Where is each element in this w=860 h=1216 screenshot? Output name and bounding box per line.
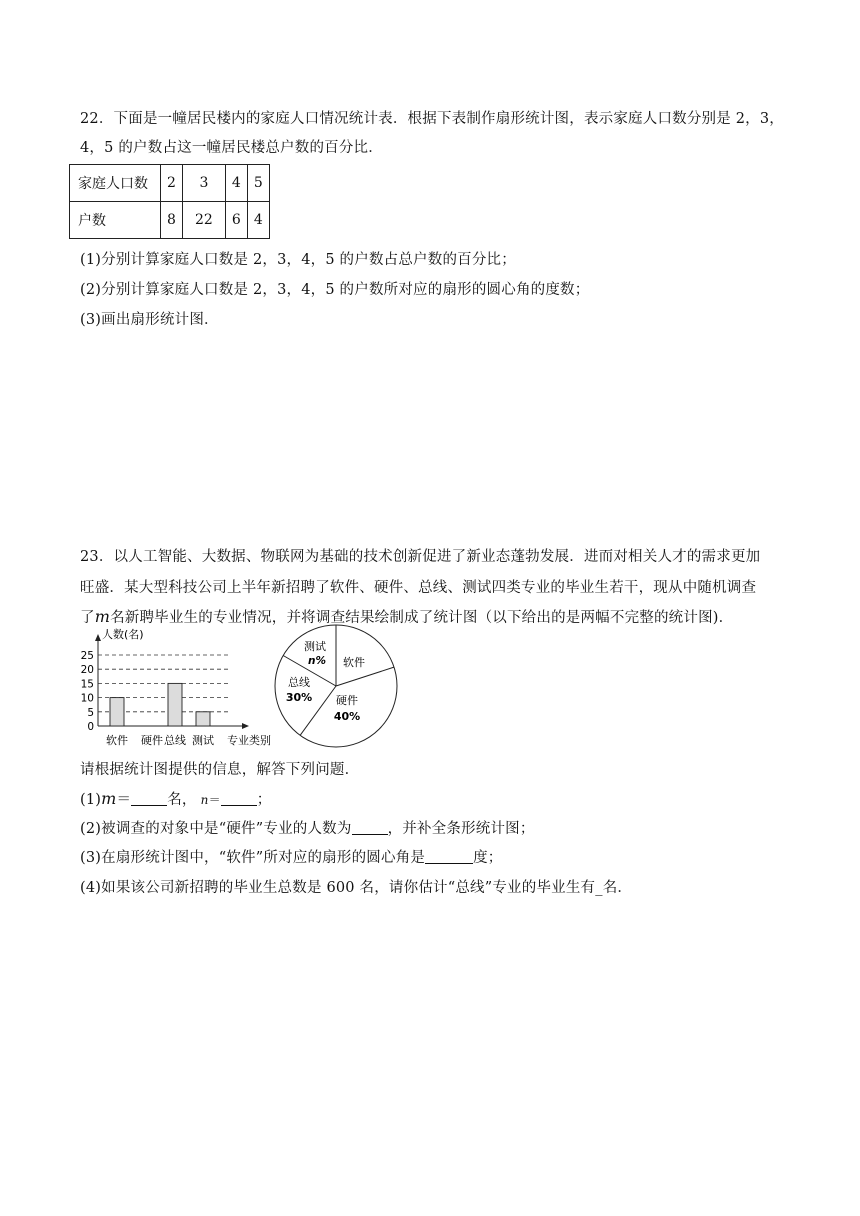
table-row — [70, 202, 270, 239]
q23-line2: 旺盛．某大型科技公司上半年新招聘了软件、硬件、总线、测试四类专业的毕业生若干，现从中随机调查 — [80, 580, 757, 596]
pie-label-zongxian: 总线 — [288, 676, 310, 689]
pie-label-ceshi: 测试 — [304, 640, 326, 653]
answer-blank[interactable] — [221, 791, 257, 806]
x-tick-label: 软件 — [106, 734, 128, 747]
q22-sub1: (1)分别计算家庭人口数是 2，3，4，5 的户数占总户数的百分比； — [80, 252, 516, 268]
y-tick-label: 0 — [87, 721, 94, 733]
table-row — [70, 165, 270, 202]
x-axis-arrow-icon — [242, 723, 249, 729]
pie-slice-divider — [336, 667, 394, 686]
table-cell: 户数 — [70, 202, 161, 239]
table-cell: 6 — [225, 202, 247, 239]
q23-line1: 23．以人工智能、大数据、物联网为基础的技术创新促进了新业态蓬勃发展．进而对相关人才的需求更加 — [80, 549, 761, 565]
chart-ylabel: 人数(名) — [102, 628, 144, 641]
q23-line3: 了m名新聘毕业生的专业情况，并将调查结果绘制成了统计图（以下给出的是两幅不完整的统计图)． — [80, 607, 734, 626]
x-tick-label: 硬件 — [141, 734, 163, 747]
y-tick-label: 5 — [87, 706, 94, 719]
y-axis-arrow-icon — [95, 634, 101, 641]
q22-sub2: (2)分别计算家庭人口数是 2，3，4，5 的户数所对应的扇形的圆心角的度数； — [80, 282, 590, 298]
q22-line1: 22．下面是一幢居民楼内的家庭人口情况统计表．根据下表制作扇形统计图，表示家庭人口数分别是 2，3， — [80, 111, 785, 127]
table-cell: 3 — [182, 165, 225, 202]
pie-value-yingjian: 40% — [333, 710, 361, 723]
table-cell: 22 — [182, 202, 225, 239]
q22-line2: 4，5 的户数占这一幢居民楼总户数的百分比． — [80, 140, 383, 156]
chart-xlabel: 专业类别 — [227, 734, 271, 747]
bar — [196, 712, 210, 726]
y-tick-label: 15 — [80, 678, 94, 691]
y-tick-label: 10 — [80, 692, 94, 705]
bar — [168, 683, 182, 726]
x-tick-label: 测试 — [192, 734, 214, 747]
table-cell: 2 — [161, 165, 183, 202]
pie-value-zongxian: 30% — [285, 691, 313, 704]
pie-chart — [269, 624, 409, 754]
x-tick-label: 总线 — [164, 734, 186, 747]
q22-sub3: (3)画出扇形统计图． — [80, 312, 219, 328]
q23-sub1: (1)m＝ 名， n＝ ； — [80, 789, 272, 808]
q23-prompt: 请根据统计图提供的信息，解答下列问题． — [80, 762, 360, 778]
q23-sub2: (2)被调查的对象中是“硬件”专业的人数为 ，并补全条形统计图； — [80, 821, 535, 837]
table-cell: 4 — [225, 165, 247, 202]
pie-label-yingjian: 硬件 — [336, 694, 358, 707]
census-table — [69, 164, 270, 239]
answer-blank[interactable] — [352, 820, 388, 835]
pie-label-ruanjian: 软件 — [343, 656, 365, 669]
answer-blank[interactable] — [131, 791, 167, 806]
table-cell: 4 — [247, 202, 269, 239]
y-tick-label: 20 — [80, 664, 94, 677]
table-cell: 8 — [161, 202, 183, 239]
q23-sub3: (3)在扇形统计图中，“软件”所对应的扇形的圆心角是 度； — [80, 850, 503, 866]
bar — [110, 698, 124, 726]
bar-chart — [70, 628, 271, 747]
table-cell: 家庭人口数 — [70, 165, 161, 202]
answer-blank[interactable] — [425, 849, 473, 864]
pie-value-ceshi: n% — [308, 655, 326, 667]
q23-sub4: (4)如果该公司新招聘的毕业生总数是 600 名，请你估计“总线”专业的毕业生有_名． — [80, 880, 633, 896]
table-cell: 5 — [247, 165, 269, 202]
y-tick-label: 25 — [80, 650, 94, 662]
